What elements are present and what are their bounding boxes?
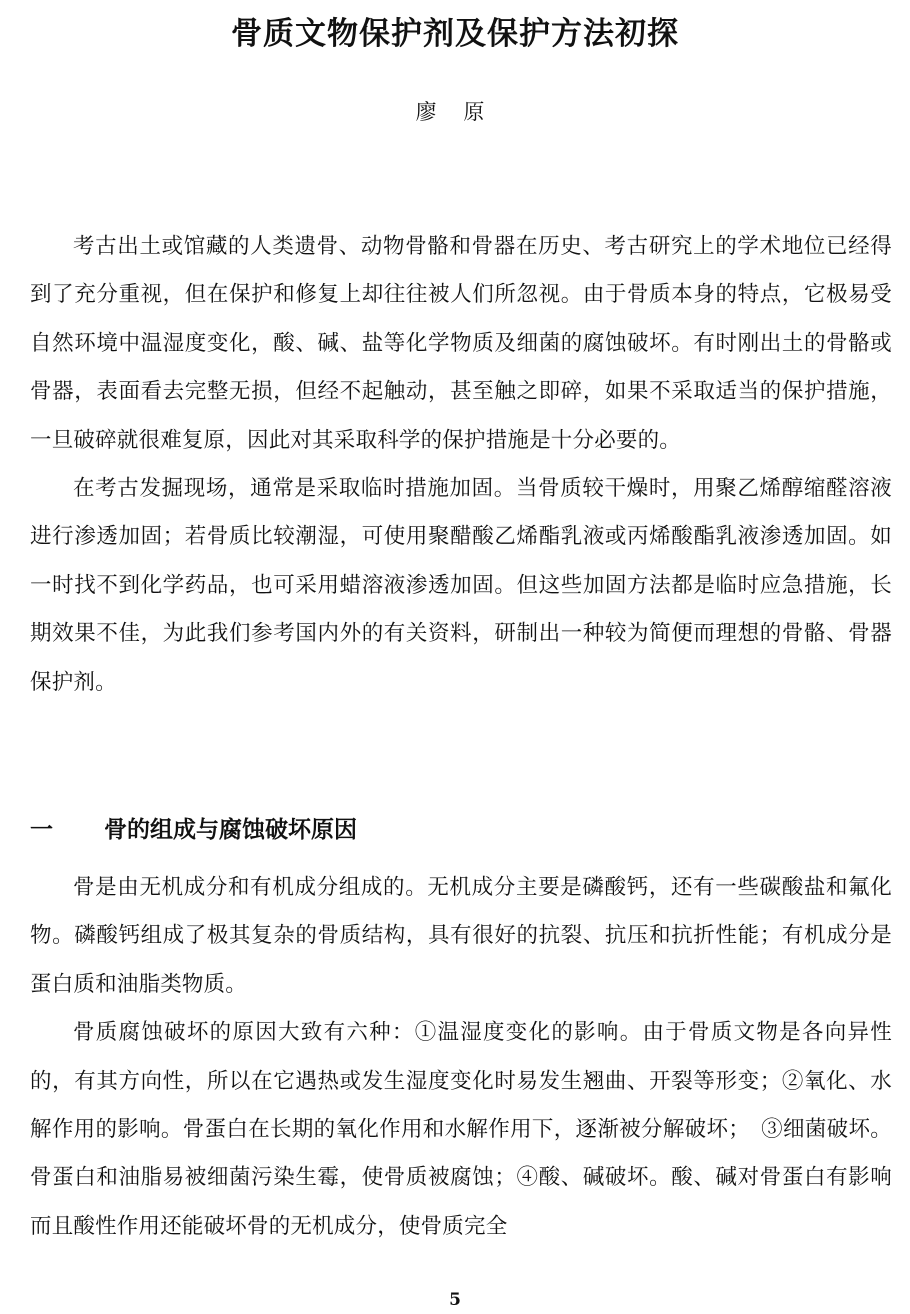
- section-title: 骨的组成与腐蚀破坏原因: [104, 817, 357, 843]
- intro-section: [30, 223, 892, 707]
- page-title: 骨质文物保护剂及保护方法初探: [231, 16, 679, 52]
- section-paragraph-1: 骨是由无机成分和有机成分组成的。无机成分主要是磷酸钙，还有一些碳酸盐和氟化物。磷酸钙组成了极其复杂的骨质结构，具有很好的抗裂、抗压和抗折性能；有机成分是蛋白质和油脂类物质。: [30, 875, 892, 997]
- section-number: 一: [30, 817, 53, 843]
- author-name: 廖 原: [415, 100, 495, 124]
- section-heading: [30, 806, 357, 854]
- section-paragraph-2: 骨质腐蚀破坏的原因大致有六种：①温湿度变化的影响。由于骨质文物是各向异性的，有其方向性，所以在它遇热或发生湿度变化时易发生翘曲、开裂等形变；②氧化、水解作用的影响。骨蛋白在长期的氧化作用和水解作用下，逐渐被分解破坏； ③细菌破坏。骨蛋白和油脂易被细菌污染生霉，使骨质被腐蚀；④酸、碱破坏。酸、碱对骨蛋白有影响而且酸性作用还能破坏骨的无机成分，使骨质完全: [30, 1020, 892, 1239]
- section-body: [30, 864, 892, 1251]
- page-number: 5: [449, 1290, 461, 1310]
- intro-paragraph-1: 考古出土或馆藏的人类遗骨、动物骨骼和骨器在历史、考古研究上的学术地位已经得到了充分重视，但在保护和修复上却往往被人们所忽视。由于骨质本身的特点，它极易受自然环境中温湿度变化，酸、碱、盐等化学物质及细菌的腐蚀破坏。有时刚出土的骨骼或骨器，表面看去完整无损，但经不起触动，甚至触之即碎，如果不采取适当的保护措施，一旦破碎就很难复原，因此对其采取科学的保护措施是十分必要的。: [30, 234, 892, 453]
- intro-paragraph-2: 在考古发掘现场，通常是采取临时措施加固。当骨质较干燥时，用聚乙烯醇缩醛溶液进行渗透加固；若骨质比较潮湿，可使用聚醋酸乙烯酯乳液或丙烯酸酯乳液渗透加固。如一时找不到化学药品，也可采用蜡溶液渗透加固。但这些加固方法都是临时应急措施，长期效果不佳，为此我们参考国内外的有关资料，研制出一种较为简便而理想的骨骼、骨器保护剂。: [30, 476, 892, 695]
